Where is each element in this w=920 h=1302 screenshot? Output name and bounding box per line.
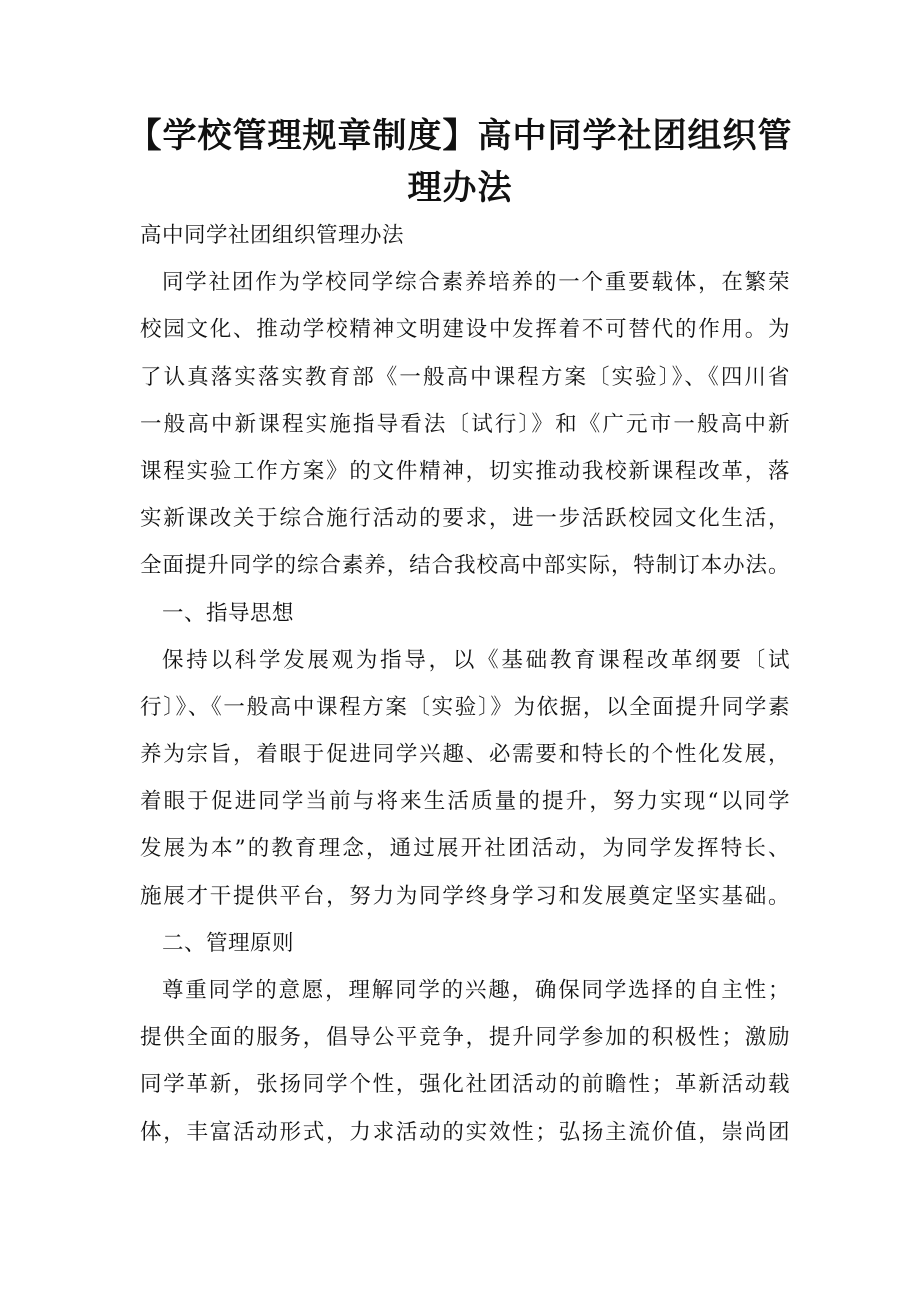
paragraph-line: 一般高中新课程实施指导看法〔试行〕》和《广元市一般高中新	[140, 411, 790, 437]
paragraph-line: 实新课改关于综合施行活动的要求，进一步活跃校园文化生活，	[140, 506, 790, 532]
section-heading: 一、指导思想	[162, 600, 295, 626]
paragraph-line: 课程实验工作方案》的文件精神，切实推动我校新课程改革，落	[140, 458, 790, 484]
paragraph-line: 全面提升同学的综合素养，结合我校高中部实际，特制订本办法。	[140, 553, 790, 579]
paragraph-line: 行〕》、《一般高中课程方案〔实验〕》为依据，以全面提升同学素	[140, 694, 790, 720]
paragraph-line: 养为宗旨，着眼于促进同学兴趣、必需要和特长的个性化发展，	[140, 742, 790, 768]
paragraph-line: 同学革新，张扬同学个性，强化社团活动的前瞻性；革新活动载	[140, 1072, 790, 1098]
paragraph-line: 提供全面的服务，倡导公平竞争，提升同学参加的积极性；激励	[140, 1025, 790, 1051]
document-title-line-1: 【学校管理规章制度】高中同学社团组织管	[127, 116, 793, 156]
document-title	[120, 110, 800, 214]
paragraph-line: 校园文化、推动学校精神文明建设中发挥着不可替代的作用。为	[140, 317, 790, 343]
document-body	[140, 212, 790, 1156]
paragraph-line: 尊重同学的意愿，理解同学的兴趣，确保同学选择的自主性；	[162, 978, 790, 1003]
paragraph-line: 保持以科学发展观为指导，以《基础教育课程改革纲要〔试	[162, 647, 790, 673]
section-heading: 二、管理原则	[162, 930, 295, 956]
paragraph-line: 了认真落实落实教育部《一般高中课程方案〔实验〕》、《四川省	[140, 364, 790, 390]
document-subtitle: 高中同学社团组织管理办法	[140, 223, 405, 248]
paragraph-line: 着眼于促进同学当前与将来生活质量的提升，努力实现“以同学	[140, 789, 790, 815]
paragraph-line: 同学社团作为学校同学综合素养培养的一个重要载体，在繁荣	[162, 270, 790, 296]
paragraph-line: 发展为本”的教育理念，通过展开社团活动，为同学发挥特长、	[140, 836, 790, 862]
document-title-line-2: 理办法	[407, 168, 513, 208]
paragraph-line: 施展才干提供平台，努力为同学终身学习和发展奠定坚实基础。	[140, 883, 790, 909]
paragraph-line: 体，丰富活动形式，力求活动的实效性；弘扬主流价值，崇尚团	[140, 1119, 790, 1145]
